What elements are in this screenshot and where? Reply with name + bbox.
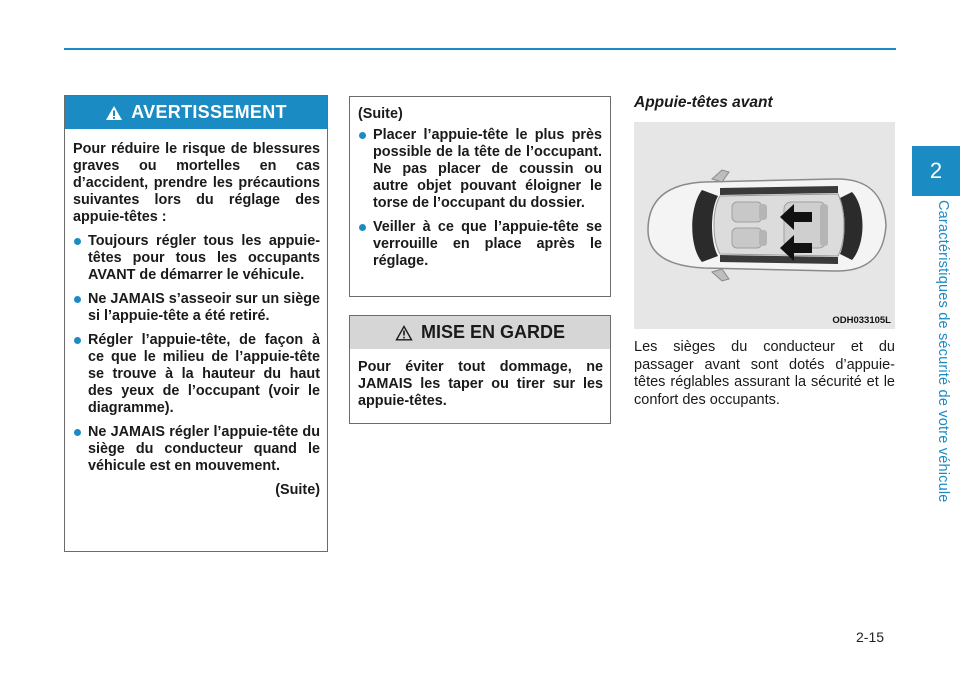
bullet-icon bbox=[74, 429, 81, 436]
list-item: Veiller à ce que l’appuie-tête se verrouille en place après le réglage. bbox=[358, 219, 602, 270]
figure-code: ODH033105L bbox=[832, 315, 891, 326]
caution-title: MISE EN GARDE bbox=[420, 322, 566, 342]
warning-header bbox=[65, 96, 327, 129]
caution-triangle-icon bbox=[395, 325, 413, 341]
car-top-view-illustration bbox=[634, 122, 895, 329]
headrest-figure bbox=[634, 122, 895, 329]
chapter-number: 2 bbox=[929, 158, 943, 183]
list-item: Toujours régler tous les appuie-têtes pour tous les occupants AVANT de démarrer le véhicule. bbox=[73, 233, 320, 284]
bullet-icon bbox=[74, 296, 81, 303]
chapter-side-title: Caractéristiques de sécurité de votre véhicule bbox=[935, 200, 951, 503]
continued-list bbox=[358, 127, 602, 270]
bullet-icon bbox=[74, 238, 81, 245]
warning-list bbox=[73, 233, 320, 475]
warning-triangle-icon bbox=[105, 105, 123, 121]
warning-suite: (Suite) bbox=[275, 482, 320, 498]
warning-intro: Pour réduire le risque de blessures graves ou mortelles en cas d’accident, prendre les précautions suivantes lors du réglage des appuie-têtes : bbox=[73, 141, 320, 225]
top-rule bbox=[64, 48, 896, 50]
continued-heading: (Suite) bbox=[358, 106, 403, 122]
section-body-text: Les sièges du conducteur et du passager avant sont dotés d’appuie-têtes réglables assurant la sécurité et le confort des occupants. bbox=[634, 339, 895, 408]
list-item: Régler l’appuie-tête, de façon à ce que le milieu de l’appuie-tête se trouve à la hauteur du haut des yeux de l’occupant (voir le diagramme). bbox=[73, 332, 320, 417]
caution-text: Pour éviter tout dommage, ne JAMAIS les taper ou tirer sur les appuie-têtes. bbox=[358, 359, 603, 409]
bullet-icon bbox=[74, 337, 81, 344]
list-item: Ne JAMAIS régler l’appuie-tête du siège du conducteur quand le véhicule est en mouvement. bbox=[73, 424, 320, 475]
continued-warning-box bbox=[349, 96, 611, 297]
caution-header bbox=[350, 316, 610, 349]
warning-title: AVERTISSEMENT bbox=[131, 102, 287, 122]
bullet-icon bbox=[359, 132, 366, 139]
page-number: 2-15 bbox=[856, 629, 885, 645]
warning-box bbox=[64, 95, 328, 552]
list-item: Placer l’appuie-tête le plus près possible de la tête de l’occupant. Ne pas placer de coussin ou autre objet pouvant éloigner le torse de l’occupant du dossier. bbox=[358, 127, 602, 212]
section-title: Appuie-têtes avant bbox=[634, 94, 773, 111]
bullet-icon bbox=[359, 224, 366, 231]
list-item: Ne JAMAIS s’asseoir sur un siège si l’appuie-tête a été retiré. bbox=[73, 291, 320, 325]
chapter-tab bbox=[912, 146, 960, 196]
caution-box bbox=[349, 315, 611, 424]
